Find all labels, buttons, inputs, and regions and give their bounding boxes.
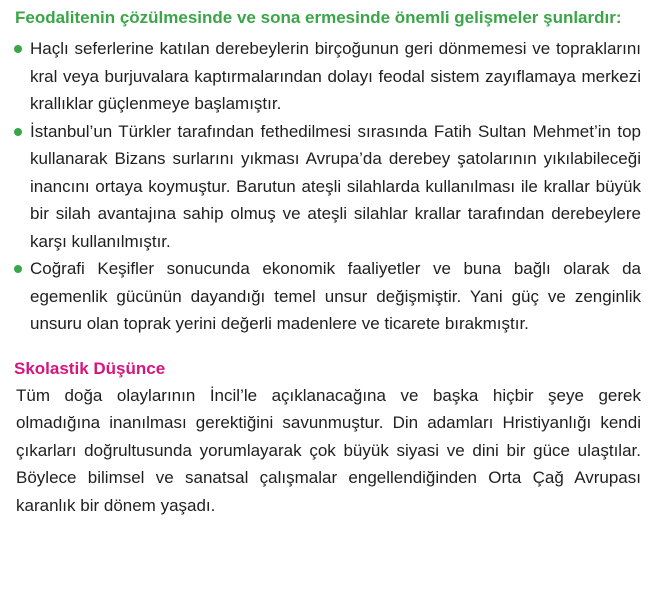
section-heading-scholastic: Skolastik Düşünce	[14, 358, 166, 378]
bullet-dot-icon	[14, 265, 22, 273]
bullet-list	[14, 35, 641, 338]
scholastic-paragraph: Tüm doğa olaylarının İncil’le açıklanacağına ve başka hiçbir şeye gerek olmadığına inanılması gerektiğini savunmuştur. Din adamları Hristiyanlığı kendi çıkarları doğrultusunda yorumlayarak çok büyük siyasi ve dini bir güce ulaştılar. Böylece bilimsel ve sanatsal çalışmalar engellendiğinden Orta Çağ Avrupası karanlık bir dönem yaşadı.	[16, 385, 641, 515]
list-item	[14, 118, 641, 256]
list-item-text: İstanbul’un Türkler tarafından fethedilmesi sırasında Fatih Sultan Mehmet’in top kullanarak Bizans surlarını yıkması Avrupa’da derebey şatolarının yıkılabileceği inancını ortaya koymuştur. Barutun ateşli silahlarda kullanılması ile krallar büyük bir silah avantajına sahip olmuş ve ateşli silahlar krallar tarafından derebeylere karşı kullanılmıştır.	[30, 121, 641, 251]
bullet-dot-icon	[14, 45, 22, 53]
bullet-dot-icon	[14, 128, 22, 136]
section-spacer	[14, 338, 641, 355]
section-heading-feudalism: Feodalitenin çözülmesinde ve sona ermesinde önemli gelişmeler şunlardır:	[15, 8, 622, 27]
list-item	[14, 35, 641, 118]
list-item	[14, 255, 641, 338]
list-item-text: Coğrafi Keşifler sonucunda ekonomik faaliyetler ve buna bağlı olarak da egemenlik gücünün dayandığı temel unsur değişmiştir. Yani güç ve zenginlik unsuru olan toprak yerini değerli madenlere ve ticarete bırakmıştır.	[30, 259, 641, 333]
list-item-text: Haçlı seferlerine katılan derebeylerin birçoğunun geri dönmemesi ve topraklarını kral veya burjuvalara kaptırmalarından dolayı feodal sistem zayıflamaya merkezi krallıklar güçlenmeye başlamıştır.	[30, 39, 641, 113]
